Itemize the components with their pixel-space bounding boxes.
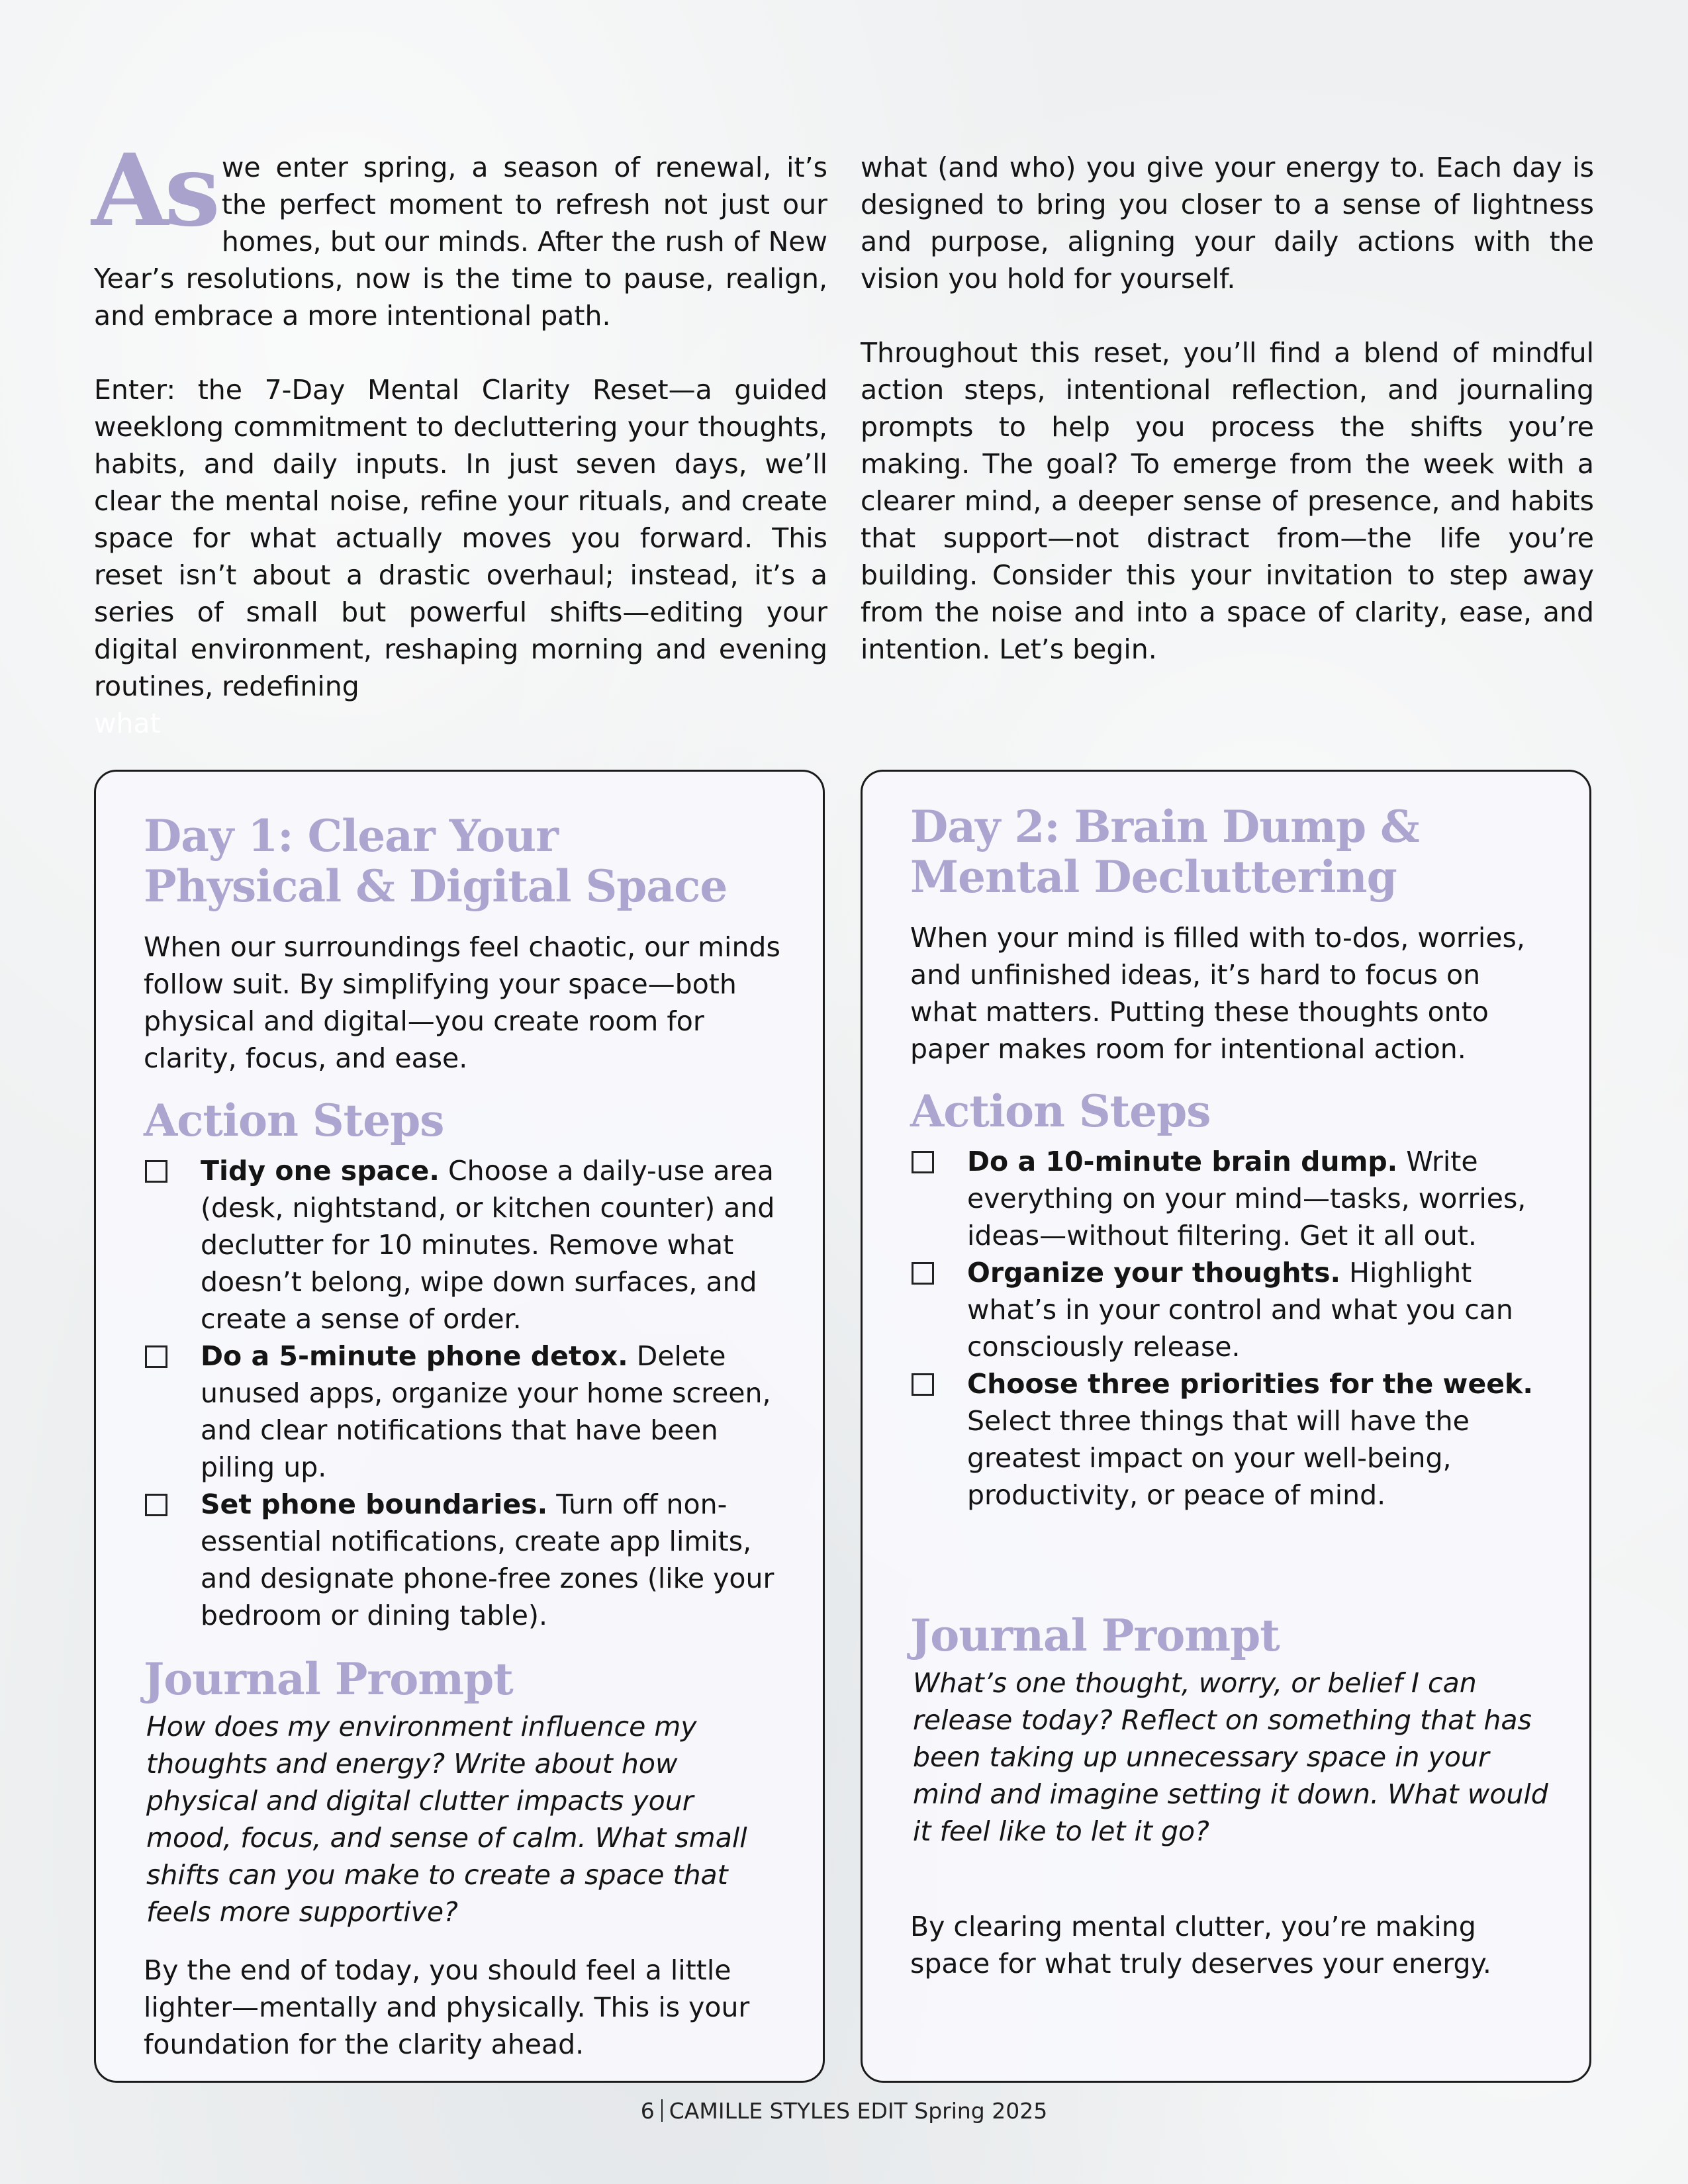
page-footer: [0, 2097, 1688, 2126]
checkbox[interactable]: [145, 1345, 167, 1368]
overflow-word: what: [94, 707, 161, 739]
day-1-action-steps-heading: Action Steps: [144, 1095, 444, 1146]
day-1-journal-prompt: How does my environment influence my thoughts and energy? Write about how physical and digital clutter impacts your mood, focus, and sense of calm. What small shifts can you make to create a space that feels more supportive?: [146, 1711, 747, 1928]
checkbox[interactable]: [145, 1494, 167, 1516]
action-step: Set phone boundaries. Turn off non-essential notifications, create app limits, and designate phone-free zones (like your bedroom or dining table).: [144, 1486, 783, 1634]
day-1-journal-heading: Journal Prompt: [144, 1653, 513, 1705]
day-2-intro: When your mind is filled with to-dos, worries, and unfinished ideas, it’s hard to focus on what matters. Putting these thoughts onto paper makes room for intentional action.: [910, 922, 1525, 1065]
checkbox[interactable]: [912, 1262, 934, 1285]
action-step: Tidy one space. Choose a daily-use area (desk, nightstand, or kitchen counter) and declutter for 10 minutes. Remove what doesn’t belong, wipe down surfaces, and create a sense of order.: [144, 1152, 783, 1338]
drop-cap: As: [91, 132, 216, 249]
footer-divider: [661, 2099, 663, 2122]
day-2-journal-heading: Journal Prompt: [910, 1610, 1280, 1661]
action-step: Do a 10-minute brain dump. Write everything on your mind—tasks, worries, ideas—without filtering. Get it all out.: [910, 1143, 1550, 1254]
page-number: 6: [640, 2098, 655, 2124]
day-2-journal-prompt: What’s one thought, worry, or belief I can release today? Reflect on something that has been taking up unnecessary space in your mind and imagine setting it down. What would it feel like to let it go?: [913, 1667, 1548, 1847]
intro-column-left: [91, 132, 827, 742]
day-1-closing: By the end of today, you should feel a little lighter—mentally and physically. This is your foundation for the clarity ahead.: [144, 1954, 750, 2060]
publication-name: CAMILLE STYLES EDIT Spring 2025: [669, 2098, 1048, 2124]
action-step: Choose three priorities for the week. Select three things that will have the greatest impact on your well-being, productivity, or peace of mind.: [910, 1365, 1550, 1514]
day-2-action-steps: [910, 1143, 1550, 1514]
intro-column-right: [861, 149, 1594, 705]
intro-paragraph-3: what (and who) you give your energy to. Each day is designed to bring you closer to a sense of lightness and purpose, aligning your daily actions with the vision you hold for yourself.: [861, 152, 1594, 295]
day-1-intro: When our surroundings feel chaotic, our minds follow suit. By simplifying your space—both physical and digital—you create room for clarity, focus, and ease.: [144, 931, 780, 1074]
checkbox[interactable]: [145, 1160, 167, 1183]
checkbox[interactable]: [912, 1151, 934, 1173]
day-1-title: Day 1: Clear Your Physical & Digital Space: [144, 810, 727, 912]
day-2-closing: By clearing mental clutter, you’re making space for what truly deserves your energy.: [910, 1911, 1491, 1979]
day-2-title: Day 2: Brain Dump & Mental Decluttering: [910, 801, 1419, 903]
day-1-action-steps: [144, 1152, 783, 1634]
day-1-card: [94, 770, 825, 2083]
intro-paragraph-2: Enter: the 7-Day Mental Clarity Reset—a guided weeklong commitment to decluttering your thoughts, habits, and daily inputs. In just seven days, we’ll clear the mental noise, refine your rituals, and create space for what actually moves you forward. This reset isn’t about a drastic overhaul; instead, it’s a series of small but powerful shifts—editing your digital environment, reshaping morning and evening routines, redefining what: [94, 374, 827, 739]
action-step: Organize your thoughts. Highlight what’s in your control and what you can consciously release.: [910, 1254, 1550, 1365]
intro-paragraph-1: As we enter spring, a season of renewal, it’s the perfect moment to refresh not just our homes, but our minds. After the rush of New Year’s resolutions, now is the time to pause, realign, and embrace a more intentional path.: [91, 132, 827, 332]
day-2-action-steps-heading: Action Steps: [910, 1085, 1211, 1137]
action-step: Do a 5-minute phone detox. Delete unused apps, organize your home screen, and clear notifications that have been piling up.: [144, 1338, 783, 1486]
day-2-card: [861, 770, 1591, 2083]
intro-paragraph-4: Throughout this reset, you’ll find a blend of mindful action steps, intentional reflection, and journaling prompts to help you process the shifts you’re making. The goal? To emerge from the week with a clearer mind, a deeper sense of presence, and habits that support—not distract from—the life you’re building. Consider this your invitation to step away from the noise and into a space of clarity, ease, and intention. Let’s begin.: [861, 337, 1594, 665]
checkbox[interactable]: [912, 1373, 934, 1396]
